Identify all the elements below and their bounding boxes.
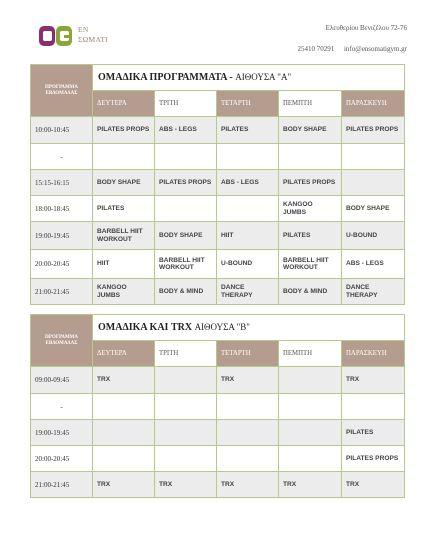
logo-line1: EN	[78, 25, 89, 34]
day-header: ΤΕΤΑΡΤΗ	[217, 91, 279, 117]
class-cell: U-BOUND	[217, 250, 279, 279]
table-row	[31, 250, 405, 279]
class-cell: TRX	[155, 472, 217, 498]
class-cell: BODY SHAPE	[279, 117, 342, 144]
class-cell: BODY SHAPE	[155, 222, 217, 250]
class-cell: TRX	[342, 472, 405, 498]
class-cell	[217, 196, 279, 222]
time-slot: 10:00-10:45	[31, 117, 93, 144]
table-row	[31, 117, 405, 144]
section-title	[93, 65, 405, 91]
section-room: ΑΙΘΟΥΣΑ "Α"	[235, 72, 292, 82]
class-cell	[217, 420, 279, 446]
class-cell: ABS - LEGS	[155, 117, 217, 144]
time-slot: -	[31, 144, 93, 170]
table-row	[31, 420, 405, 446]
time-slot: 18:00-18:45	[31, 196, 93, 222]
class-cell	[279, 446, 342, 472]
class-cell: KANGOO JUMBS	[93, 279, 155, 305]
class-cell: HIIT	[217, 222, 279, 250]
schedule-table-room-a	[30, 64, 405, 305]
class-cell: ABS - LEGS	[217, 170, 279, 196]
class-cell	[342, 144, 405, 170]
time-slot: -	[31, 394, 93, 420]
class-cell: PILATES	[342, 420, 405, 446]
class-cell	[342, 394, 405, 420]
class-cell: U-BOUND	[342, 222, 405, 250]
email-address: info@ensomatigym.gr	[343, 45, 407, 53]
table-row	[31, 394, 405, 420]
logo	[38, 24, 128, 52]
class-cell	[93, 394, 155, 420]
day-header: ΠΕΜΠΤΗ	[279, 341, 342, 367]
table-row	[31, 170, 405, 196]
class-cell: BARBELL HIIT WORKOUT	[93, 222, 155, 250]
class-cell	[217, 394, 279, 420]
class-cell	[155, 446, 217, 472]
class-cell	[93, 446, 155, 472]
class-cell: PILATES PROPS	[279, 170, 342, 196]
class-cell: HIIT	[93, 250, 155, 279]
class-cell: BODY & MIND	[155, 279, 217, 305]
time-slot: 15:15-16:15	[31, 170, 93, 196]
table-row	[31, 367, 405, 394]
table-row	[31, 279, 405, 305]
class-cell	[155, 394, 217, 420]
class-cell	[155, 196, 217, 222]
section-room: ΑΙΘΟΥΣΑ "Β"	[194, 322, 250, 332]
logo-line2: ΣΩΜΑΤΙ	[78, 34, 109, 44]
class-cell: PILATES	[93, 196, 155, 222]
table-row	[31, 446, 405, 472]
contact-line	[289, 45, 407, 53]
time-slot: 09:00-09:45	[31, 367, 93, 394]
class-cell: TRX	[217, 367, 279, 394]
class-cell: PILATES PROPS	[155, 170, 217, 196]
class-cell	[155, 420, 217, 446]
class-cell: PILATES	[217, 117, 279, 144]
phone-number: 25410 70291	[297, 45, 335, 53]
class-cell: BODY & MIND	[279, 279, 342, 305]
class-cell	[93, 420, 155, 446]
table-row	[31, 196, 405, 222]
class-cell: BODY SHAPE	[342, 196, 405, 222]
logo-mark-icon	[38, 24, 74, 48]
day-header: ΤΡΙΤΗ	[155, 341, 217, 367]
time-slot: 20:00-20:45	[31, 446, 93, 472]
day-header: ΤΡΙΤΗ	[155, 91, 217, 117]
day-header: ΔΕΥΤΕΡΑ	[93, 341, 155, 367]
class-cell: TRX	[217, 472, 279, 498]
class-cell: PILATES PROPS	[93, 117, 155, 144]
time-slot: 19:00-19:45	[31, 420, 93, 446]
section-title	[93, 315, 405, 341]
class-cell	[279, 367, 342, 394]
class-cell: BARBELL HIIT WORKOUT	[279, 250, 342, 279]
program-label: ΠΡΟΓΡΑΜΜΑ ΕΒΔΟΜΑΔΑΣ	[31, 65, 93, 117]
logo-text	[78, 25, 108, 44]
class-cell: DANCE THERAPY	[342, 279, 405, 305]
day-header: ΔΕΥΤΕΡΑ	[93, 91, 155, 117]
program-label: ΠΡΟΓΡΑΜΜΑ ΕΒΔΟΜΑΔΑΣ	[31, 315, 93, 367]
time-slot: 21:00-21:45	[31, 279, 93, 305]
day-header: ΠΑΡΑΣΚΕΥΗ	[342, 91, 405, 117]
class-cell	[279, 420, 342, 446]
class-cell	[217, 446, 279, 472]
class-cell: DANCE THERAPY	[217, 279, 279, 305]
schedule-table-room-b	[30, 314, 405, 498]
class-cell: KANGOO JUMBS	[279, 196, 342, 222]
class-cell: BODY SHAPE	[93, 170, 155, 196]
class-cell: PILATES PROPS	[342, 117, 405, 144]
day-header: ΠΕΜΠΤΗ	[279, 91, 342, 117]
class-cell: BARBELL HIIT WORKOUT	[155, 250, 217, 279]
class-cell	[93, 144, 155, 170]
class-cell	[342, 170, 405, 196]
class-cell	[279, 394, 342, 420]
table-row	[31, 472, 405, 498]
class-cell	[155, 367, 217, 394]
class-cell: ABS - LEGS	[342, 250, 405, 279]
class-cell: TRX	[93, 367, 155, 394]
table-row	[31, 144, 405, 170]
class-cell: TRX	[279, 472, 342, 498]
day-header: ΠΑΡΑΣΚΕΥΗ	[342, 341, 405, 367]
time-slot: 20:00-20:45	[31, 250, 93, 279]
day-header: ΤΕΤΑΡΤΗ	[217, 341, 279, 367]
class-cell: PILATES	[279, 222, 342, 250]
class-cell: PILATES PROPS	[342, 446, 405, 472]
time-slot: 19:00-19:45	[31, 222, 93, 250]
address: Ελευθερίου Βενιζέλου 72-76	[325, 24, 407, 32]
section-title-text: ΟΜΑΔΙΚΑ ΠΡΟΓΡΑΜΜΑΤΑ -	[98, 72, 233, 83]
table-row	[31, 222, 405, 250]
class-cell	[155, 144, 217, 170]
time-slot: 21:00-21:45	[31, 472, 93, 498]
class-cell	[279, 144, 342, 170]
class-cell: TRX	[93, 472, 155, 498]
class-cell: TRX	[342, 367, 405, 394]
section-title-text: ΟΜΑΔΙΚΑ ΚΑΙ TRX	[98, 322, 193, 333]
class-cell	[217, 144, 279, 170]
